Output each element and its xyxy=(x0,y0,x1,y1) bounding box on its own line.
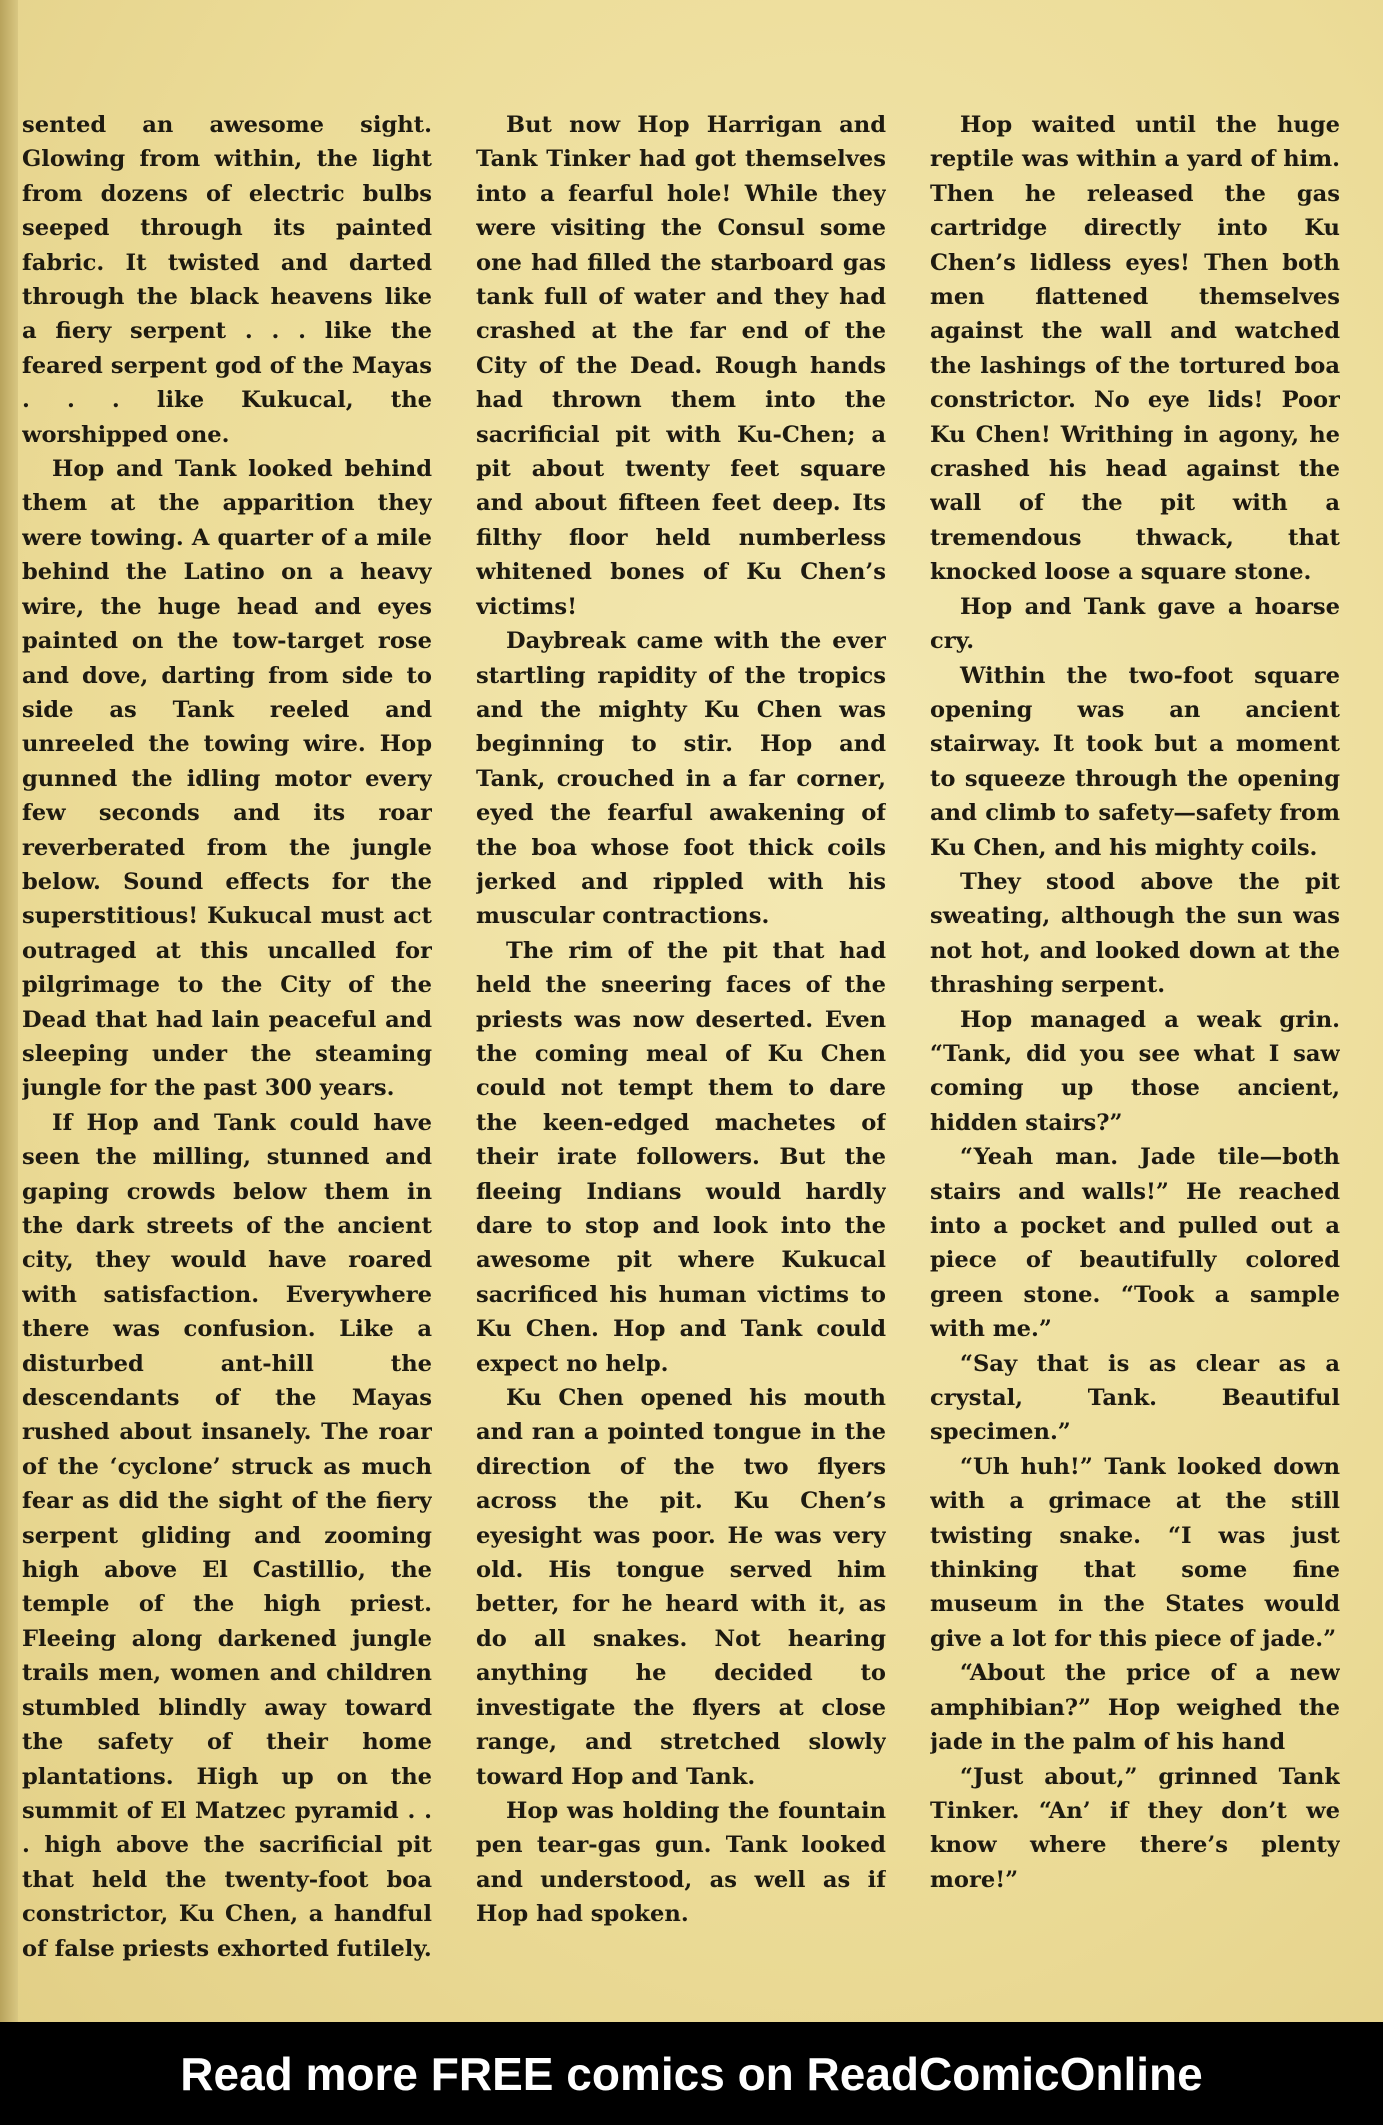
paragraph: Within the two-foot square opening was an ancient stairway. It took but a moment to squeeze through the opening and climb to safety—safety from Ku Chen, and his mighty coils. xyxy=(930,662,1340,861)
paragraph: Hop waited until the huge reptile was within a yard of him. Then he released the gas cartridge directly into Ku Chen’s lidless eyes! Then both men flattened themselves against the wall and watched the lashings of the tortured boa constrictor. No eye lids! Poor Ku Chen! Writhing in agony, he crashed his head against the wall of the pit with a tremendous thwack, that knocked loose a square stone. xyxy=(930,112,1340,586)
promo-banner xyxy=(0,2022,1383,2125)
paragraph: Hop and Tank gave a hoarse cry. xyxy=(930,593,1340,655)
paragraph: Hop and Tank looked behind them at the apparition they were towing. A quarter of a mile behind the Latino on a heavy wire, the huge head and eyes painted on the tow-target rose and dove, darting from side to side as Tank reeled and unreeled the towing wire. Hop gunned the idling motor every few seconds and its roar reverberated from the jungle below. Sound effects for the superstitious! Kukucal must act outraged at this uncalled for pilgrimage to the City of the Dead that had lain peaceful and sleeping under the steaming jungle for the past 300 years. xyxy=(22,456,432,1102)
paragraph: sented an awesome sight. Glowing from within, the light from dozens of electric bulbs seeped through its painted fabric. It twisted and darted through the black heavens like a fiery serpent . . . like the feared serpent god of the Mayas . . . like Kukucal, the worshipped one. xyxy=(22,112,432,448)
paragraph: Daybreak came with the ever startling rapidity of the tropics and the mighty Ku Chen was beginning to stir. Hop and Tank, crouched in a far corner, eyed the fearful awakening of the boa whose foot thick coils jerked and rippled with his muscular contractions. xyxy=(476,628,886,930)
paragraph: “Just about,” grinned Tank Tinker. “An’ if they don’t we know where there’s plenty more!” xyxy=(930,1763,1340,1893)
text-column-2 xyxy=(476,108,886,1988)
paragraph: “Say that is as clear as a crystal, Tank. Beautiful specimen.” xyxy=(930,1350,1340,1446)
paragraph: “About the price of a new amphibian?” Hop weighed the jade in the palm of his hand xyxy=(930,1660,1340,1756)
text-column-3 xyxy=(930,108,1340,1988)
page-binding-edge xyxy=(0,0,18,2022)
text-column-1 xyxy=(22,108,432,1988)
paragraph: They stood above the pit sweating, although the sun was not hot, and looked down at the thrashing serpent. xyxy=(930,868,1340,999)
paragraph: “Uh huh!” Tank looked down with a grimace at the still twisting snake. “I was just thinking that some fine museum in the States would give a lot for this piece of jade.” xyxy=(930,1453,1340,1652)
paragraph: But now Hop Harrigan and Tank Tinker had got themselves into a fearful hole! While they were visiting the Consul some one had filled the starboard gas tank full of water and they had crashed at the far end of the City of the Dead. Rough hands had thrown them into the sacrificial pit with Ku-Chen; a pit about twenty feet square and about fifteen feet deep. Its filthy floor held numberless whitened bones of Ku Chen’s victims! xyxy=(476,112,886,620)
paragraph: Hop managed a weak grin. “Tank, did you see what I saw coming up those ancient, hidden stairs?” xyxy=(930,1006,1340,1136)
paragraph: The rim of the pit that had held the sneering faces of the priests was now deserted. Even the coming meal of Ku Chen could not tempt them to dare the keen-edged machetes of their irate followers. But the fleeing Indians would hardly dare to stop and look into the awesome pit where Kukucal sacrificed his human victims to Ku Chen. Hop and Tank could expect no help. xyxy=(476,937,886,1377)
paragraph: Hop was holding the fountain pen tear-gas gun. Tank looked and understood, as well as if Hop had spoken. xyxy=(476,1797,886,1928)
paragraph: If Hop and Tank could have seen the milling, stunned and gaping crowds below them in the dark streets of the ancient city, they would have roared with satisfaction. Everywhere there was confusion. Like a disturbed ant-hill the descendants of the Mayas rushed about insanely. The roar of the ‘cyclone’ struck as much fear as did the sight of the fiery serpent gliding and zooming high above El Castillio, the temple of the high priest. Fleeing along darkened jungle trails men, women and children stumbled blindly away toward the safety of their home plantations. High up on the summit of El Matzec pyramid . . . high above the sacrificial pit that held the twenty-foot boa constrictor, Ku Chen, a handful of false priests exhorted futilely. xyxy=(22,1109,432,1962)
article-columns xyxy=(22,108,1342,1988)
paragraph: “Yeah man. Jade tile—both stairs and walls!” He reached into a pocket and pulled out a piece of beautifully colored green stone. “Took a sample with me.” xyxy=(930,1144,1340,1343)
paragraph: Ku Chen opened his mouth and ran a pointed tongue in the direction of the two flyers across the pit. Ku Chen’s eyesight was poor. He was very old. His tongue served him better, for he heard with it, as do all snakes. Not hearing anything he decided to investigate the flyers at close range, and stretched slowly toward Hop and Tank. xyxy=(476,1385,886,1790)
promo-banner-text: Read more FREE comics on ReadComicOnline xyxy=(180,2047,1203,2100)
